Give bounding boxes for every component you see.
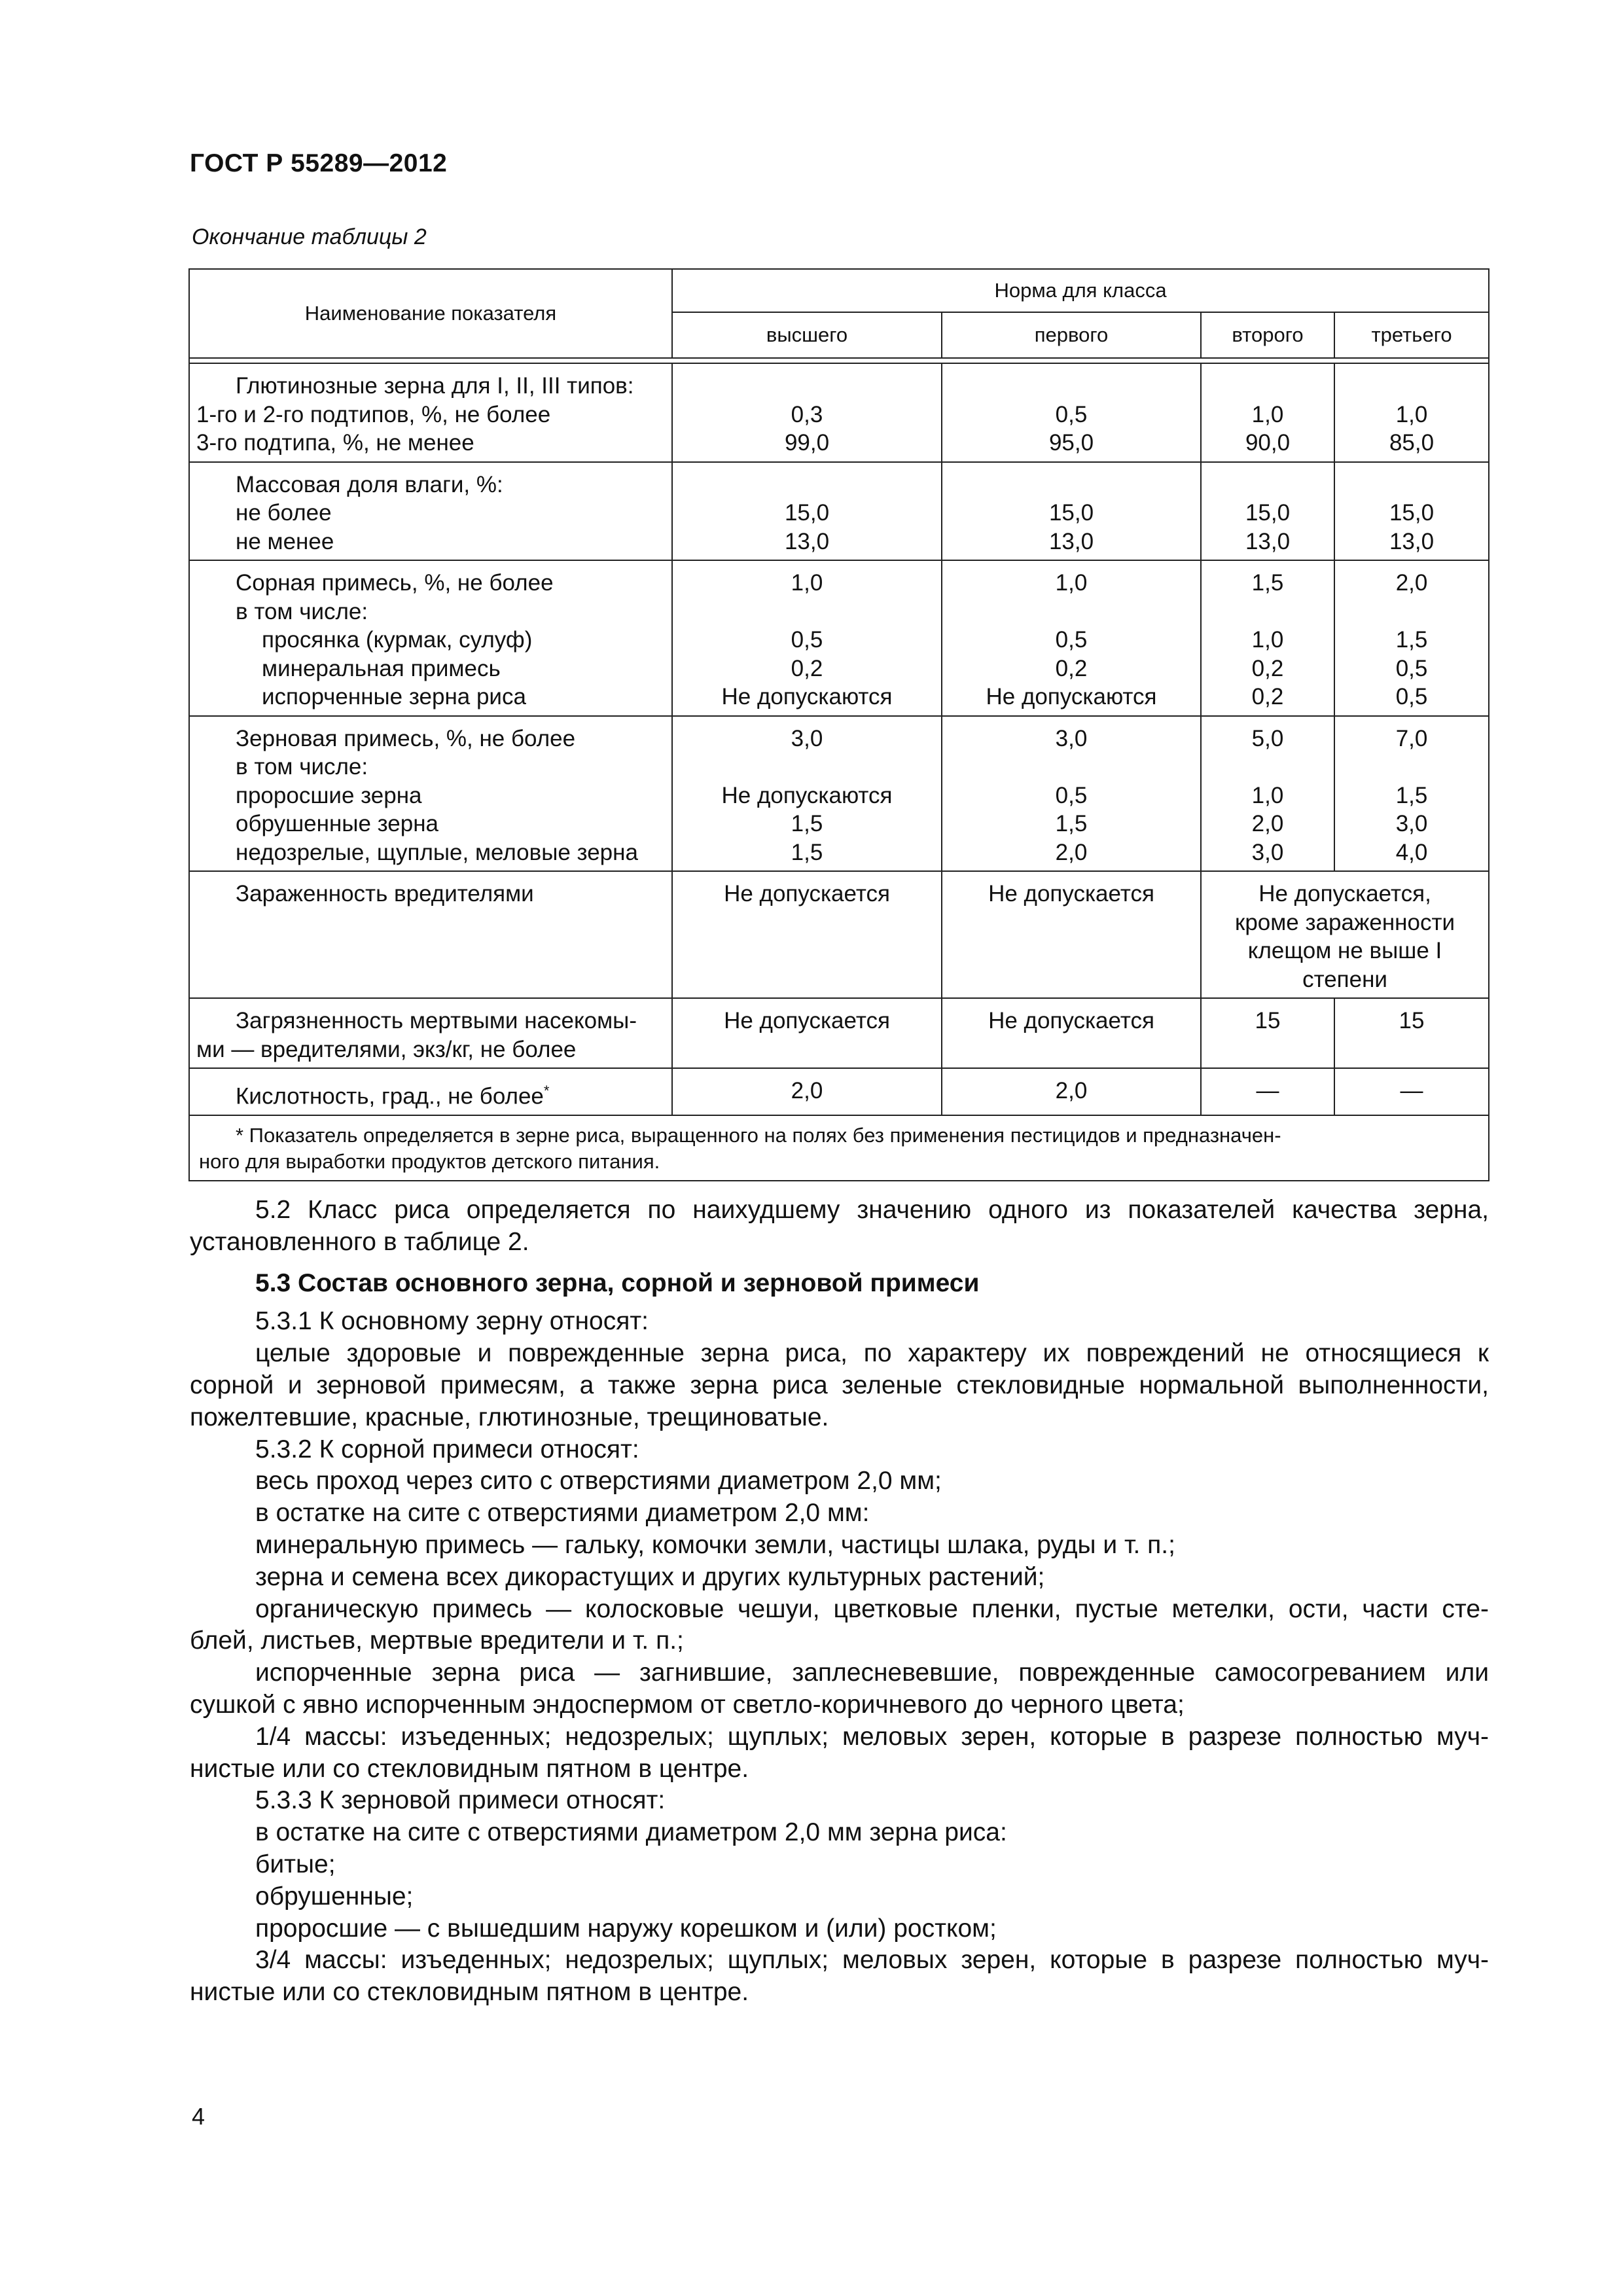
- value-cell: Не допускается: [942, 998, 1201, 1068]
- table-row: [189, 363, 1489, 462]
- value-cell: 2,0: [672, 1068, 942, 1115]
- value-cell: 5,0 1,0 2,0 3,0: [1201, 716, 1334, 872]
- header-class-highest: высшего: [672, 312, 942, 358]
- value-cell: 1,5 1,0 0,2 0,2: [1201, 560, 1334, 716]
- row-label: Зараженность вредителями: [189, 871, 672, 998]
- paragraph-line: обрушенные;: [255, 1882, 414, 1910]
- value-cell: 3,0 0,5 1,5 2,0: [942, 716, 1201, 872]
- paragraph-5-2-line1: 5.2 Класс риса определяется по наихудшему значению одного из показателей качества зерна,: [255, 1196, 1489, 1224]
- row-label: Зерновая примесь, %, не более в том числе: проросшие зерна обрушенные зерна недозрелые, щуплые, меловые зерна: [189, 716, 672, 872]
- value-cell: 2,0 1,5 0,5 0,5: [1334, 560, 1489, 716]
- value-cell-merged: Не допускается, кроме зараженности клещом не выше I степени: [1201, 871, 1489, 998]
- value-cell: —: [1334, 1068, 1489, 1115]
- header-indicator: Наименование показателя: [189, 269, 672, 358]
- value-cell: —: [1201, 1068, 1334, 1115]
- header-class-second: второго: [1201, 312, 1334, 358]
- section-heading-5-3: 5.3 Состав основного зерна, сорной и зерновой примеси: [255, 1268, 980, 1297]
- document-id: ГОСТ Р 55289—2012: [190, 149, 448, 177]
- paragraph-line: битые;: [255, 1850, 336, 1878]
- value-cell: 1,0 90,0: [1201, 363, 1334, 462]
- value-cell: Не допускается: [672, 998, 942, 1068]
- paragraph-line: целые здоровые и поврежденные зерна риса, по характеру их повреждений не относящиеся к: [255, 1339, 1489, 1368]
- paragraph-line: 1/4 массы: изъеденных; недозрелых; щуплых; меловых зерен, которые в разрезе полностью муч-: [255, 1722, 1489, 1751]
- value-cell: Не допускается: [942, 871, 1201, 998]
- paragraph-line: нистые или со стекловидным пятном в центре.: [190, 1754, 749, 1783]
- paragraph-line: весь проход через сито с отверстиями диаметром 2,0 мм;: [255, 1467, 942, 1496]
- table-row: [189, 1068, 1489, 1115]
- paragraph-line: органическую примесь — колосковые чешуи, цветковые пленки, пустые метелки, ости, части сте-: [255, 1594, 1489, 1623]
- value-cell: 15,0 13,0: [942, 462, 1201, 561]
- paragraph-line: нистые или со стекловидным пятном в центре.: [190, 1978, 749, 2007]
- paragraph-line: в остатке на сите с отверстиями диаметром 2,0 мм:: [255, 1499, 870, 1528]
- paragraph-5-3-1: 5.3.1 К основному зерну относят:: [255, 1307, 649, 1336]
- document-body: [190, 1194, 1489, 2009]
- table-caption: Окончание таблицы 2: [192, 224, 427, 249]
- value-cell: 15,0 13,0: [672, 462, 942, 561]
- value-cell: 1,0 0,5 0,2 Не допускаются: [942, 560, 1201, 716]
- table-row: [189, 462, 1489, 561]
- header-class-third: третьего: [1334, 312, 1489, 358]
- paragraph-line: блей, листьев, мертвые вредители и т. п.;: [190, 1626, 684, 1655]
- paragraph-line: 3/4 массы: изъеденных; недозрелых; щуплых; меловых зерен, которые в разрезе полностью муч-: [255, 1946, 1489, 1975]
- paragraph-line: сушкой с явно испорченным эндоспермом от светло-коричневого до черного цвета;: [190, 1690, 1185, 1719]
- row-label: Глютинозные зерна для I, II, III типов: 1-го и 2-го подтипов, %, не более 3-го подтипа, %, не менее: [189, 363, 672, 462]
- value-cell: 3,0 Не допускаются 1,5 1,5: [672, 716, 942, 872]
- header-norm: Норма для класса: [672, 269, 1489, 312]
- paragraph-5-2-line2: установленного в таблице 2.: [190, 1227, 529, 1256]
- value-cell: 1,0 85,0: [1334, 363, 1489, 462]
- value-cell: 15: [1201, 998, 1334, 1068]
- table-row: [189, 716, 1489, 872]
- value-cell: 15,0 13,0: [1334, 462, 1489, 561]
- paragraph-line: минеральную примесь — гальку, комочки земли, частицы шлака, руды и т. п.;: [255, 1530, 1175, 1559]
- row-label: Загрязненность мертвыми насекомы- ми — вредителями, экз/кг, не более: [189, 998, 672, 1068]
- paragraph-5-3-3: 5.3.3 К зерновой примеси относят:: [255, 1786, 666, 1815]
- paragraph-5-3-2: 5.3.2 К сорной примеси относят:: [255, 1435, 639, 1463]
- paragraph-line: испорченные зерна риса — загнившие, заплесневевшие, поврежденные самосогреванием или: [255, 1659, 1489, 1687]
- paragraph-line: пожелтевшие, красные, глютинозные, трещиноватые.: [190, 1403, 829, 1431]
- paragraph-line: зерна и семена всех дикорастущих и других культурных растений;: [255, 1562, 1045, 1591]
- table-footnote-row: [189, 1115, 1489, 1181]
- paragraph-line: в остатке на сите с отверстиями диаметром 2,0 мм зерна риса:: [255, 1818, 1007, 1847]
- value-cell: 0,3 99,0: [672, 363, 942, 462]
- header-class-first: первого: [942, 312, 1201, 358]
- page-number: 4: [192, 2103, 205, 2130]
- value-cell: 2,0: [942, 1068, 1201, 1115]
- row-label: Сорная примесь, %, не более в том числе: просянка (курмак, сулуф) минеральная примесь испорченные зерна риса: [189, 560, 672, 716]
- quality-norms-table: [188, 268, 1488, 1181]
- value-cell: Не допускается: [672, 871, 942, 998]
- table-row: [189, 998, 1489, 1068]
- row-label: Массовая доля влаги, %: не более не менее: [189, 462, 672, 561]
- value-cell: 1,0 0,5 0,2 Не допускаются: [672, 560, 942, 716]
- paragraph-line: сорной и зерновой примесям, а также зерна риса зеленые стекловидные нормальной выполненности,: [190, 1371, 1489, 1399]
- value-cell: 15: [1334, 998, 1489, 1068]
- paragraph-line: проросшие — с вышедшим наружу корешком и (или) ростком;: [255, 1914, 997, 1943]
- table-row: [189, 560, 1489, 716]
- row-label: Кислотность, град., не более*: [189, 1068, 672, 1115]
- value-cell: 15,0 13,0: [1201, 462, 1334, 561]
- value-cell: 0,5 95,0: [942, 363, 1201, 462]
- table-footnote: * Показатель определяется в зерне риса, выращенного на полях без применения пестицидов и предназначен- ного для выработки продуктов детского питания.: [189, 1115, 1489, 1181]
- footnote-mark: *: [543, 1083, 550, 1099]
- table-row: [189, 871, 1489, 998]
- value-cell: 7,0 1,5 3,0 4,0: [1334, 716, 1489, 872]
